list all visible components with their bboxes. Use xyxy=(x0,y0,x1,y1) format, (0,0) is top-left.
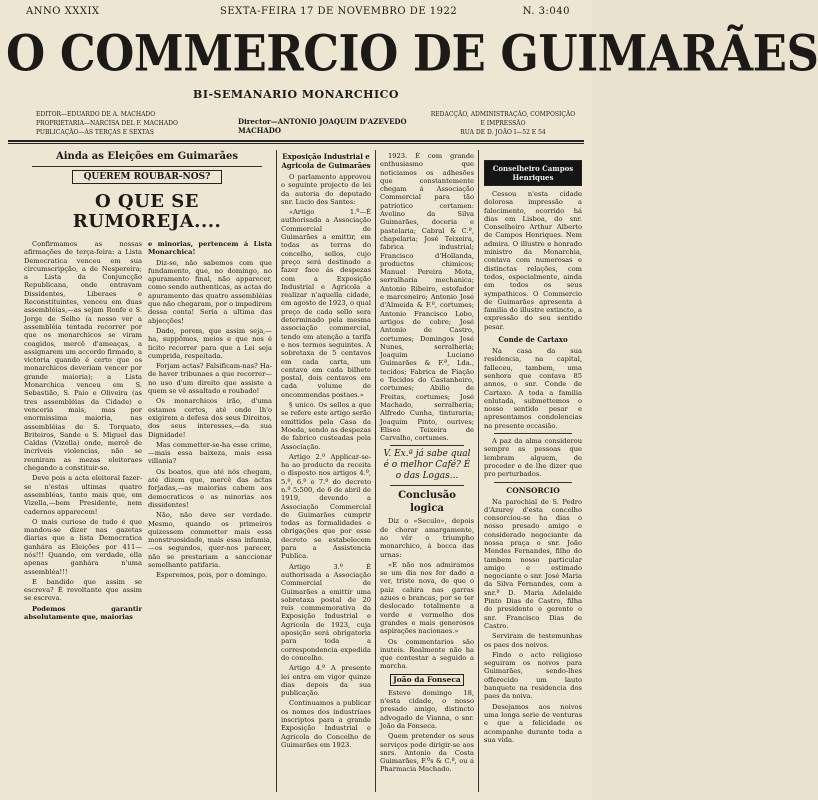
col2-paragraph-2: Diz-se, não sabemos com que fundamento, que, no domingo, no apuramento final, não apparecer, como sendo authenticas, as actas do apuramento das quatro assembléias que não chegaram, por o impedirem dessa conta! Seria a ultima das abjecções! xyxy=(148,258,273,325)
consorcio-text-3: Findo o acto religioso seguiram os noivos para Guimarães, sendo-lhes offerecido um lauto banquete na residencia dos paes da noiva. xyxy=(484,650,582,701)
issue-number: N. 3:040 xyxy=(522,6,570,17)
lead-paragraph-3: O mais curioso de tudo é que mandou-se dizer nas gazetas diarias que a lista Democratica ganhára as Eleições por 411—nós!!! Quando, em verdade, ella apenas ganhára n'uma assembléa!!! xyxy=(24,517,142,576)
lead-paragraph-4: E bandido que assim se escreva? É revoltante que assim se escreva. xyxy=(24,577,142,603)
col4-paragraph-5: Os commentarios são inuteis. Realmente não ha que contestar a seguido a marcha. xyxy=(380,637,474,671)
col2-paragraph-3: Dado, porem, que assim seja,—ha, suppômos, meios e que nos é licito recorrer para que a Lei seja cumprida, respeitada. xyxy=(148,326,272,360)
col2-paragraph-4: Forjam actas? Falsificam-nas? Ha-de haver tribunaes a que recorrer—no uso d'um direito que assiste a quem se vê assaltado e roubado! xyxy=(148,362,272,396)
director-line: Director—ANTONIO JOAQUIM D'AZEVEDO MACHADO xyxy=(238,117,407,135)
owner-line: PROPRIETARIA—NARCISA DEL F. MACHADO xyxy=(36,120,178,127)
col2-paragraph-8: Não, não deve ser verdade. Mesmo, quando os primeiros quizessem commetter mais essa monstruosidade, mais essa infamia,—os segundos, quer-nos parecer, não se prestariam a sanccionar semelhante patifaria. xyxy=(148,511,272,569)
office-line: REDACÇÃO, ADMINISTRAÇÃO, COMPOSIÇÃO E IMPRESSÃO xyxy=(430,111,576,127)
obituary-headline: Conselheiro Campos Henriques xyxy=(484,160,582,186)
obituary-text: Cessou n'esta cidade dolorosa impressão a falecimento, ocorrido há dias em Lisboa, do snr. Conselheiro Arthur Alberto de Campos Henriques. Nem admira. O illustre e honrado ministro da Monarchia, contava com numerosas e distinctas relações, com todos, especialmente, ainda em todos os seus sympathicos. O Commercio de Guimarães apresenta á familia do illustre extincto, a expressão do seu sentido pesar. xyxy=(484,190,582,331)
col2-paragraph-9: Esperemos, pois, por o domingo. xyxy=(156,571,268,580)
col2-paragraph-7: Os boatos, que até nós chegam, até dizem que, mercê das actas forjadas,—as maiorias cabem aos democraticos e as minorias aos dissidentes! xyxy=(148,467,272,509)
header-rule xyxy=(8,140,584,142)
col3-paragraph-4: Artigo 2.º Applicar-se-ha ao producto da receita o disposto nos artigos 4.º, 5.º, 6.º e 7.º do decreto n.º 5:500, de 6 de abril de 1919, devendo a Associação Commercial de Guimarães cumprir todas as formalidades e obrigações que por esse decreto se estabelecem para a Assistencia Publica. xyxy=(281,452,371,561)
issue-date: SEXTA-FEIRA 17 DE NOVEMBRO DE 1922 xyxy=(220,6,458,17)
col3-paragraph-6: Artigo 4.º A presente lei entra em vigor quinze dias depois da sua publicação. xyxy=(281,664,371,698)
column-rule-3 xyxy=(478,150,479,792)
fonseca-headline: João da Fonseca xyxy=(390,674,464,686)
exposition-headline: Exposição Industrial e Agricola de Guimarães xyxy=(281,152,371,170)
column-rule-2 xyxy=(375,150,376,792)
publication-line: PUBLICAÇÃO—ÁS TERÇAS E SEXTAS xyxy=(36,129,154,136)
col3-paragraph-2: «Artigo 1.º—É authorisada a Associação Commercial de Guimarães a emittir, em todas as terras do concelho, sellos, cujo preço será destinado a fazer face ás despezas com a Exposição Industrial e Agricola a realizar n'aquella cidade, em agosto de 1923, o qual preço de cada sello sera determinado pela mesma associação commercial, tendo em atenção a tarifa e nos termos seguintes. A sobretaxa de 5 centavos em cada carta, um centavo em cada bilhete postal, dois centavos em cada volume de encommendas postaes.» xyxy=(281,208,371,399)
lead-paragraph-closer: Podemos garantir absolutamente que, maiorias xyxy=(24,604,142,622)
lead-headline: Ainda as Eleições em Guimarães xyxy=(55,151,239,162)
address-line: RUA DE D. JOÃO I—52 E 54 xyxy=(460,129,546,136)
lead-paragraph-2: Deve pois a acta eleitoral fazer-se n'estas ultimas quatro assembléas, tanto mais que, em Vizella,—bem Presidente, nem cadernos apparecem! xyxy=(24,474,142,516)
column-4 xyxy=(380,152,474,792)
cartaxo-text: Na casa da sua residencia, na capital, falleceu, tambem, uma senhora que contava 85 annos, o snr. Conde de Cartaxo. A toda a familia enlutada, submettemos o nosso sentido pesar e apresentamos condolencias na presente occasião. xyxy=(484,347,582,430)
column-5 xyxy=(484,160,582,792)
lead-kicker: QUEREM ROUBAR-NOS? xyxy=(72,170,222,184)
top-line xyxy=(14,6,578,20)
col3-paragraph-1: O parlamento approvou o seguinte projecto de lei da autoria do deputado snr. Lucio dos Santos: xyxy=(281,173,371,206)
column-1 xyxy=(24,240,142,792)
lead-big-title: O QUE SE RUMOREJA.... xyxy=(72,191,222,232)
lead-paragraph-1: Confirmamos as nossas afirmações de terça-feira: a Lista Democratica venceu em sua circumscripção, a de Nespereira; a Lista da Conjuncção Republicana, onde entravam Dissidentes, Liberaes e Reconstituintes, venceu em duas assembléias,—as sejam Ronfe e S. Jorge de Selho (a nosso ver a assembléia tentada recorrer por que os monarchicos se viram coagidos, mercê d'ameaças, a assignarem um accordo firmado, a victoria quando é certo que os monarchicos deveriam vencer por grande maioria); a Lista Monarchica venceu em S. Sebastião, S. Paio e Oliveira (as tres assembléias da Cidade) e venceria mais, mas por enormissima maioria, nas assembléias de S. Torquato, Briteiros, Sande e S. Miguel das Caldas (Vizella) onde, mercê de incriveis violencias, não se reuniram as mezas eleitoraes chegando a constituir-se. xyxy=(24,240,142,473)
col3-paragraph-5: Artigo 3.º É authorisada a Associação Commercial de Guimarães a emittir uma sobretaxa postal de 20 reis commemorativa da Exposição Industrial e Agricola de 1923, cuja aposição será obrigatoria para toda a correspondencia expedida do concelho. xyxy=(281,562,371,662)
col4-paragraph-1: 1923. É com grande enthusiasmo que noticiamos os adhesões que constantemente chegam á Associação Commercial para tão patriotico certamen: Avelino da Silva Guimarães, doceria e pastelaria; Cabral & C.ª, chapelaria; José Teixeira, fabrica industrial; Francisco d'Hollanda, productos chimicos; Manuel Pereira Mota, serralharia mechanica; Antonio Ribeiro, estofador e marceneiro; Antonio José d'Almeida & F.ª, cortumes; Antonio Francisco Lobo, artigos de cobre; José Antonio de Castro, cortumes; Domingos José Nunes, serralheria; Joaquim Luciano Guimarães & F.ª, Lda., tecidos; Fabrica de Fiação e Tecidos do Castanheiro, cortumes; Abilio de Freitas, cortumes; José Machado, serralheria; Alfredo Cunha, tinturaria; Joaquim Pinto, ourives; Eliseo Teixeira de Carvalho, cortumes. xyxy=(380,152,474,443)
col4-paragraph-4: «E não nos admiramos se um dia nos for dado a ver, triste nova, de que o paiz cahira nas garras azues e brancas, por se ter deslocado totalmente a verde e vermelho dos grandes e mais generosos aspirações nacionaes.» xyxy=(380,560,474,636)
conclusao-headline: Conclusão logica xyxy=(398,490,456,515)
col2-paragraph-6: Mas commetter-se-ha esse crime,—mais essa baixeza, mais essa villania? xyxy=(148,440,272,466)
newspaper-title: O COMMERCIO DE GUIMARÃES xyxy=(6,24,818,83)
column-rule-1 xyxy=(276,150,277,792)
masthead-editorial xyxy=(36,110,196,137)
column-2 xyxy=(148,240,272,792)
consorcio-text: Na parochial de S. Pedro d'Azurey d'esta concelho consorciou-se ha dias o nosso presado amigo e considerado negociante da nossa praça o snr. João Mendes Fernandes, filho do tambem nosso particular amigo e estimado negociante o snr. José Maria da Silva Fernandes, com a snr.ª D. Maria Adelaide Pinto Dias de Castro, filha do presidente e gerente o snr. Francisco Dias de Castro. xyxy=(484,497,582,630)
col2-paragraph-1: e minorias, pertencem á Lista Monarchica! xyxy=(148,240,272,257)
rumor-text: A paz da alma considerou sempre as pessoas que lembram alguem, de proceder o de lhe dizer que pro perturbados. xyxy=(484,437,582,479)
cartaxo-headline: Conde de Cartaxo xyxy=(498,335,568,345)
col2-paragraph-5: Os monarchicos irão, d'uma estamos certos, até onde lh'o exigirem a defesa dos seus Direitos, dos seus interesses,—da sua Dignidade! xyxy=(148,397,272,439)
masthead-office xyxy=(428,110,578,137)
newspaper-subtitle: BI-SEMANARIO MONARCHICO xyxy=(193,88,399,101)
consorcio-text-2: Serviram de testemunhas os paes dos noivos. xyxy=(484,632,582,649)
column-3 xyxy=(281,152,371,792)
col3-paragraph-7: Continuamos a publicar os nomes dos industriaes inscriptos para a grande Exposição Industrial e Agricola do Concelho de Guimarães em 1923. xyxy=(281,699,371,749)
editor-line: EDITOR—EDUARDO DE A. MACHADO xyxy=(36,111,156,118)
col4-paragraph-6: Esteve domingo 18, n'esta cidade, o nosso presado amigo, distincto advogado de Vianna, o snr. João da Fonseca. xyxy=(380,688,474,730)
lead-article-header xyxy=(22,150,272,235)
header-rule-thin xyxy=(8,143,584,144)
issue-year: ANNO XXXIX xyxy=(26,6,100,17)
consorcio-text-4: Desejamos aos noivos uma longa serie de venturas e que a felicidade os acompanhe durante toda a sua vida. xyxy=(484,702,582,744)
cafe-advert: V. Ex.ª já sabe qual é o melhor Café? É o das Logas... xyxy=(383,449,471,482)
col4-paragraph-7: Quem pretender os seus serviços pode dirigir-se aos snrs. Antonio da Costa Guimarães, F.ºs & C.ª, ou á Pharmacia Machado. xyxy=(380,732,474,774)
col3-paragraph-3: § unico. Os sellos a que se refere este artigo serão emittidos pela Casa da Moeda, sendo as despezas de fabrico custeadas pela Associação. xyxy=(281,401,371,451)
consorcio-headline: CONSORCIO xyxy=(506,485,560,495)
col4-paragraph-3: Diz o «Seculo», depois de chorar amargamente, ao vêr o triumpho monarchico, á bocca das urnas: xyxy=(380,517,474,559)
